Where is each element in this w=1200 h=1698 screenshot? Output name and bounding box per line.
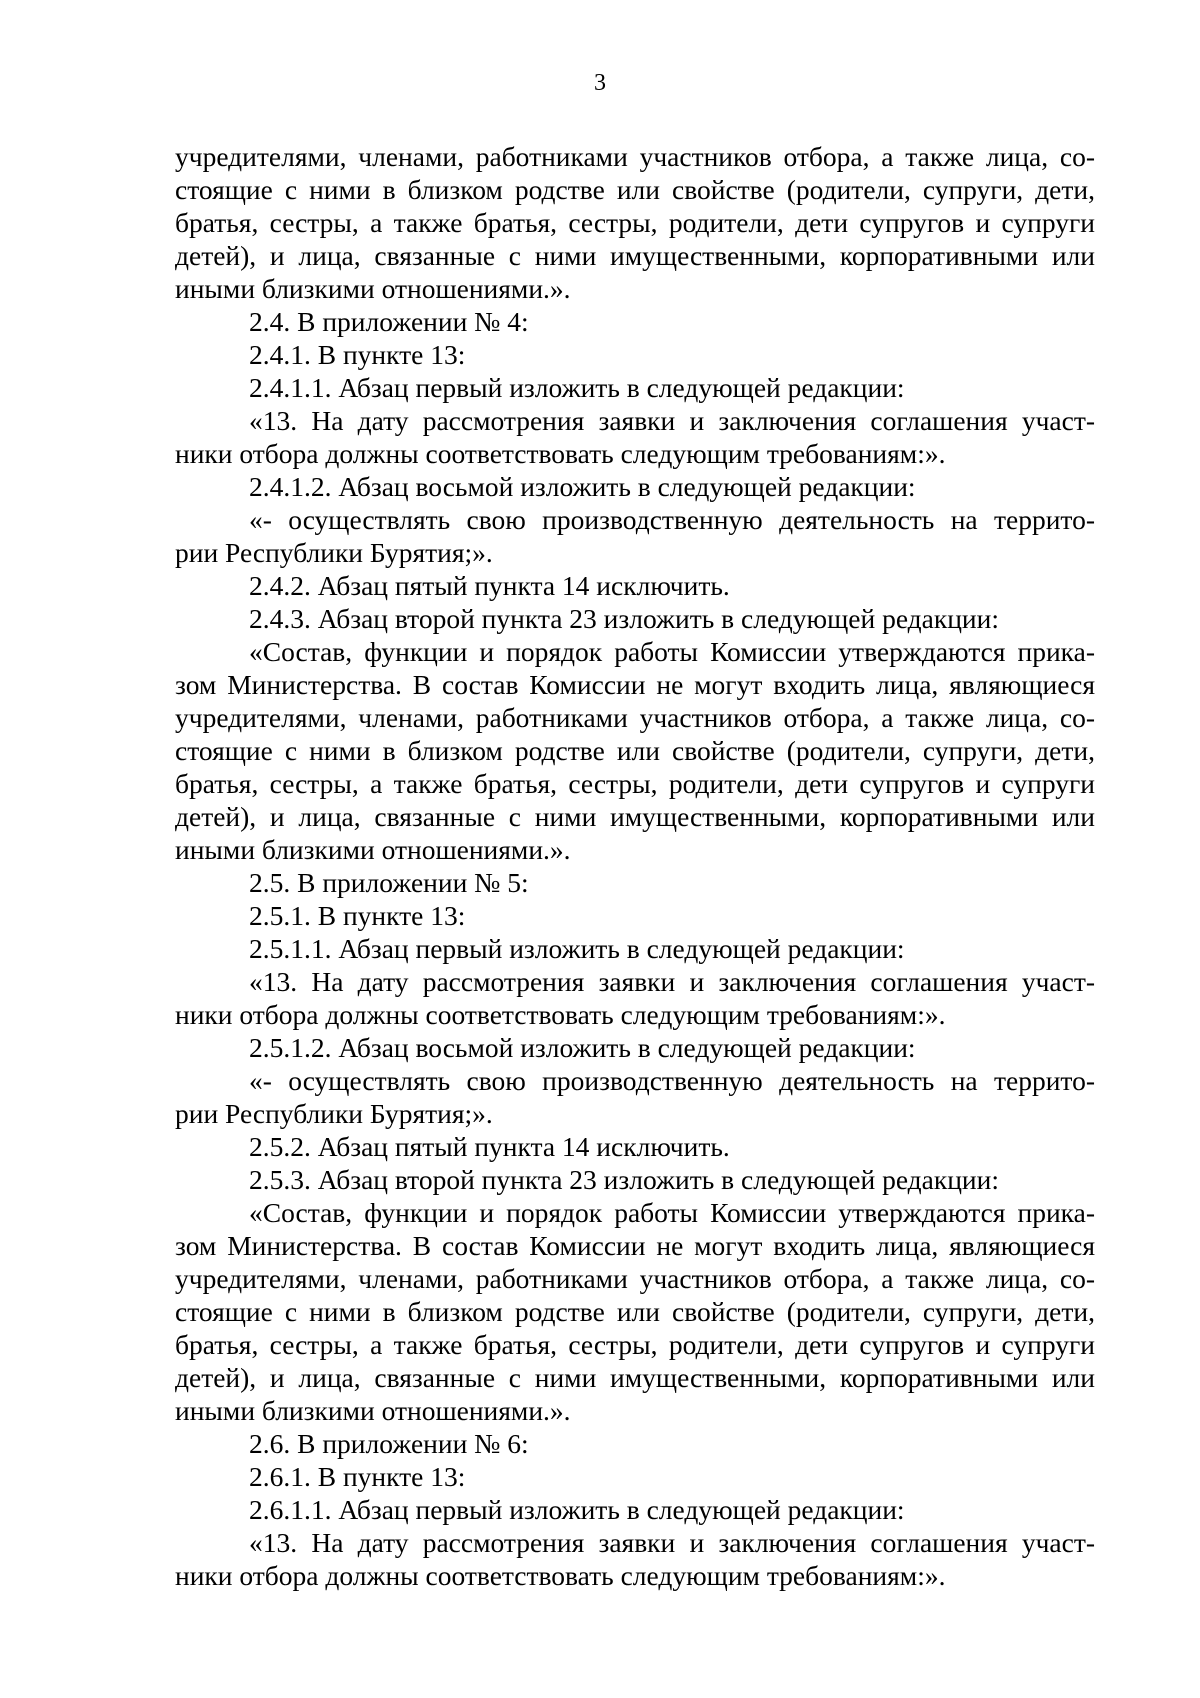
text-line: «Состав, функции и порядок работы Комиссии утверждаются прика- [249,1197,1095,1228]
text-line: иными близкими отношениями.». [175,1395,571,1426]
text-line: детей), и лица, связанные с ними имущественными, корпоративными или [175,1362,1095,1393]
text-line: стоящие с ними в близком родстве или свойстве (родители, супруги, дети, [175,174,1095,205]
text-line: 2.5. В приложении № 5: [249,867,529,898]
text-line: ники отбора должны соответствовать следующим требованиям:». [175,999,946,1030]
text-line: 2.5.1.2. Абзац восьмой изложить в следующей редакции: [249,1032,916,1063]
text-line: ники отбора должны соответствовать следующим требованиям:». [175,438,946,469]
text-line: зом Министерства. В состав Комиссии не могут входить лица, являющиеся [175,669,1095,700]
text-line: ники отбора должны соответствовать следующим требованиям:». [175,1560,946,1591]
text-line: учредителями, членами, работниками участников отбора, а также лица, со- [175,141,1095,172]
text-line: 2.6. В приложении № 6: [249,1428,529,1459]
text-line: 2.6.1. В пункте 13: [249,1461,466,1492]
text-line: «13. На дату рассмотрения заявки и заключения соглашения участ- [249,966,1095,997]
page-number: 3 [594,70,606,96]
text-line: 2.5.1.1. Абзац первый изложить в следующей редакции: [249,933,905,964]
text-line: стоящие с ними в близком родстве или свойстве (родители, супруги, дети, [175,735,1095,766]
text-line: рии Республики Бурятия;». [175,537,493,568]
text-line: 2.6.1.1. Абзац первый изложить в следующей редакции: [249,1494,905,1525]
text-line: учредителями, членами, работниками участников отбора, а также лица, со- [175,702,1095,733]
text-line: 2.5.3. Абзац второй пункта 23 изложить в следующей редакции: [249,1164,1000,1195]
text-line: стоящие с ними в близком родстве или свойстве (родители, супруги, дети, [175,1296,1095,1327]
text-line: зом Министерства. В состав Комиссии не могут входить лица, являющиеся [175,1230,1095,1261]
text-line: детей), и лица, связанные с ними имущественными, корпоративными или [175,240,1095,271]
text-line: братья, сестры, а также братья, сестры, родители, дети супругов и супруги [175,207,1095,238]
document-body [175,140,1095,1592]
text-line: детей), и лица, связанные с ними имущественными, корпоративными или [175,801,1095,832]
text-line: 2.4.2. Абзац пятый пункта 14 исключить. [249,570,730,601]
text-line: иными близкими отношениями.». [175,834,571,865]
text-line: 2.5.2. Абзац пятый пункта 14 исключить. [249,1131,730,1162]
text-line: 2.4. В приложении № 4: [249,306,529,337]
text-line: братья, сестры, а также братья, сестры, родители, дети супругов и супруги [175,1329,1095,1360]
text-line: «13. На дату рассмотрения заявки и заключения соглашения участ- [249,405,1095,436]
text-line: «Состав, функции и порядок работы Комиссии утверждаются прика- [249,636,1095,667]
text-line: «- осуществлять свою производственную деятельность на террито- [249,504,1095,535]
text-line: 2.4.3. Абзац второй пункта 23 изложить в следующей редакции: [249,603,1000,634]
text-line: рии Республики Бурятия;». [175,1098,493,1129]
text-line: учредителями, членами, работниками участников отбора, а также лица, со- [175,1263,1095,1294]
text-line: 2.4.1.1. Абзац первый изложить в следующей редакции: [249,372,905,403]
text-line: 2.5.1. В пункте 13: [249,900,466,931]
text-line: братья, сестры, а также братья, сестры, родители, дети супругов и супруги [175,768,1095,799]
text-line: 2.4.1. В пункте 13: [249,339,466,370]
text-line: «- осуществлять свою производственную деятельность на террито- [249,1065,1095,1096]
text-line: «13. На дату рассмотрения заявки и заключения соглашения участ- [249,1527,1095,1558]
text-line: 2.4.1.2. Абзац восьмой изложить в следующей редакции: [249,471,916,502]
text-line: иными близкими отношениями.». [175,273,571,304]
